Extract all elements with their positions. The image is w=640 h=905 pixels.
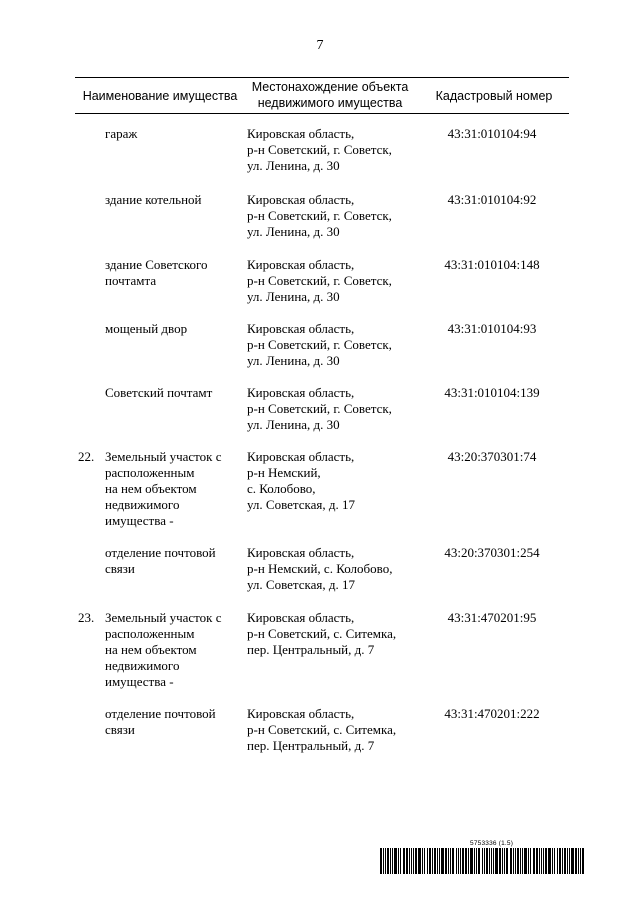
barcode [380, 848, 588, 874]
cadastral-number: 43:31:010104:139 [444, 385, 540, 400]
property-location: Кировская область, р-н Советский, г. Советск, ул. Ленина, д. 30 [247, 257, 392, 304]
cadastral-number: 43:31:010104:148 [444, 257, 540, 272]
property-location: Кировская область, р-н Советский, г. Советск, ул. Ленина, д. 30 [247, 321, 392, 368]
property-name: Земельный участок с расположенным на нем объектом недвижимого имущества - [105, 610, 222, 689]
property-name: здание Советского почтамта [105, 257, 208, 288]
property-name: Советский почтамт [105, 385, 213, 400]
property-name: мощеный двор [105, 321, 188, 336]
header-name: Наименование имущества [82, 89, 238, 103]
property-location: Кировская область, р-н Немский, с. Колобово, ул. Советская, д. 17 [247, 545, 393, 592]
cadastral-number: 43:31:010104:94 [447, 126, 537, 141]
property-name: отделение почтовой связи [105, 545, 216, 576]
cadastral-number: 43:31:010104:92 [447, 192, 537, 207]
header-cadastral: Кадастровый номер [435, 89, 553, 103]
property-location: Кировская область, р-н Советский, с. Ситемка, пер. Центральный, д. 7 [247, 706, 397, 753]
table-header-rule [75, 113, 569, 114]
property-location: Кировская область, р-н Советский, г. Советск, ул. Ленина, д. 30 [247, 192, 392, 239]
header-location: Местонахождение объекта недвижимого имущества [251, 80, 409, 110]
property-name: Земельный участок с расположенным на нем объектом недвижимого имущества - [105, 449, 222, 528]
property-location: Кировская область, р-н Советский, с. Ситемка, пер. Центральный, д. 7 [247, 610, 397, 657]
property-location: Кировская область, р-н Немский, с. Колобово, ул. Советская, д. 17 [247, 449, 356, 512]
row-number: 22. [78, 449, 95, 464]
property-name: отделение почтовой связи [105, 706, 216, 737]
cadastral-number: 43:31:470201:95 [447, 610, 537, 625]
cadastral-number: 43:31:470201:222 [444, 706, 540, 721]
property-name: гараж [105, 126, 138, 141]
cadastral-number: 43:20:370301:74 [447, 449, 537, 464]
page-number: 7 [316, 38, 324, 53]
cadastral-number: 43:20:370301:254 [444, 545, 540, 560]
table-top-rule [75, 77, 569, 78]
document-code: 5753336 (1.5) [470, 840, 514, 847]
property-location: Кировская область, р-н Советский, г. Советск, ул. Ленина, д. 30 [247, 126, 392, 173]
property-name: здание котельной [105, 192, 202, 207]
row-number: 23. [78, 610, 95, 625]
property-location: Кировская область, р-н Советский, г. Советск, ул. Ленина, д. 30 [247, 385, 392, 432]
cadastral-number: 43:31:010104:93 [447, 321, 537, 336]
